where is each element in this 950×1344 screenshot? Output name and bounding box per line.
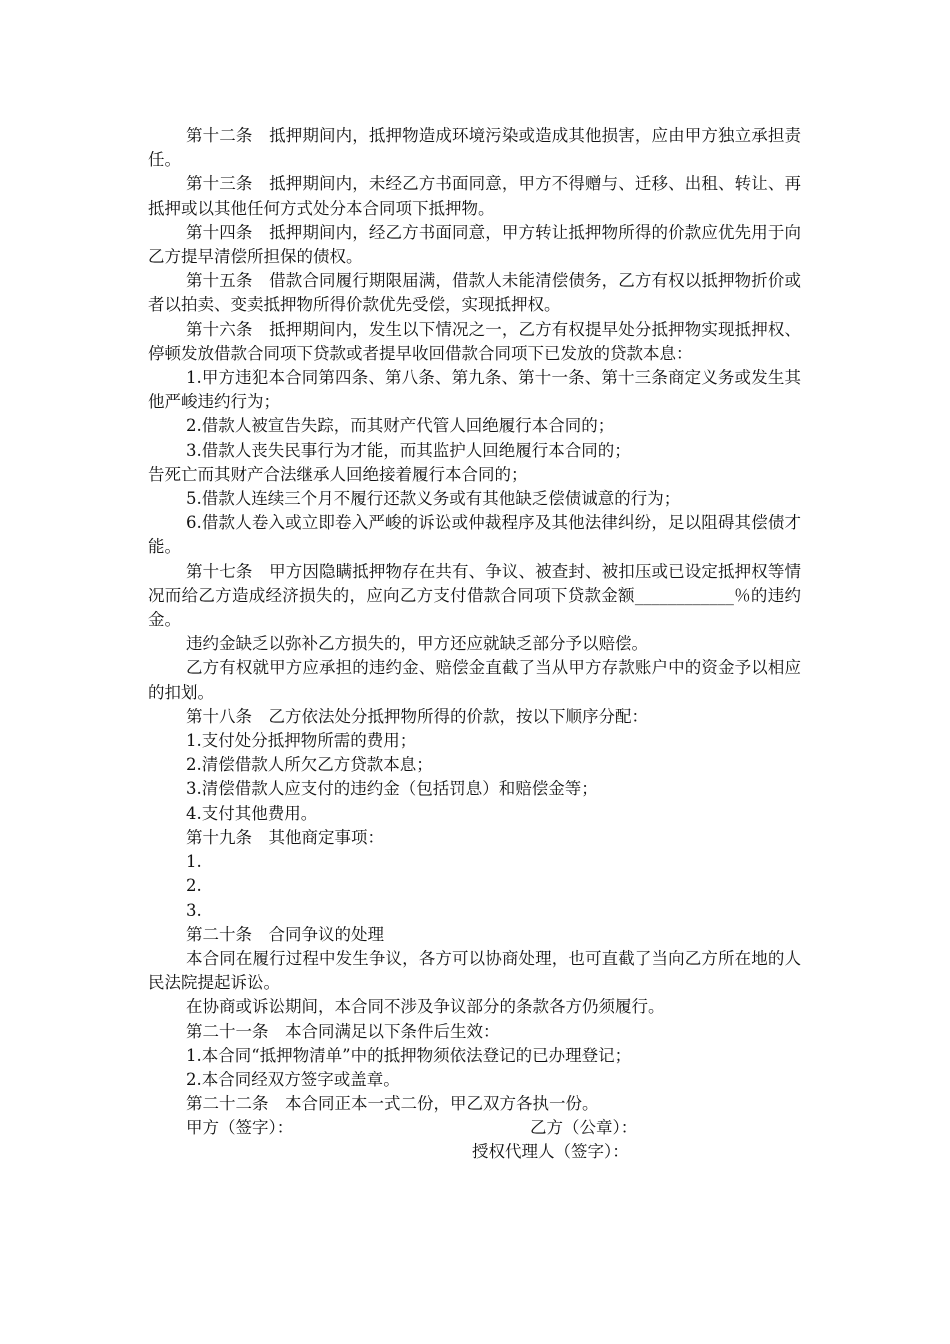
- paragraph: 2.借款人被宣告失踪，而其财产代管人回绝履行本合同的；: [186, 416, 615, 436]
- paragraph: 第十九条 其他商定事项：: [186, 827, 384, 847]
- paragraph: 5.借款人连续三个月不履行还款义务或有其他缺乏偿债诚意的行为；: [186, 489, 681, 509]
- paragraph: 1.: [186, 852, 202, 872]
- authorized-agent-signature-label: 授权代理人（签字）：: [472, 1142, 629, 1162]
- paragraph: 第十六条 抵押期间内，发生以下情况之一，乙方有权提早处分抵押物实现抵押权、停顿发放借款合同项下贷款或者提早收回借款合同项下已发放的贷款本息：: [148, 319, 801, 363]
- paragraph: 在协商或诉讼期间，本合同不涉及争议部分的条款各方仍须履行。: [186, 997, 665, 1017]
- contract-body: [148, 124, 801, 1116]
- paragraph: 第十三条 抵押期间内，未经乙方书面同意，甲方不得赠与、迁移、出租、转让、再抵押或以其他任何方式处分本合同项下抵押物。: [148, 174, 801, 218]
- paragraph: 3.借款人丧失民事行为才能，而其监护人回绝履行本合同的；: [186, 440, 631, 460]
- paragraph: 本合同在履行过程中发生争议，各方可以协商处理，也可直截了当向乙方所在地的人民法院提起诉讼。: [148, 948, 801, 993]
- paragraph: 第十二条 抵押期间内，抵押物造成环境污染或造成其他损害，应由甲方独立承担责任。: [148, 126, 801, 170]
- paragraph: 违约金缺乏以弥补乙方损失的，甲方还应就缺乏部分予以赔偿。: [186, 634, 648, 654]
- signature-block: [148, 1116, 801, 1164]
- party-b-seal-label: 乙方（公章）：: [530, 1118, 638, 1138]
- paragraph: 4.支付其他费用。: [186, 803, 318, 823]
- paragraph: 第十五条 借款合同履行期限届满，借款人未能清偿债务，乙方有权以抵押物折价或者以拍卖、变卖抵押物所得价款优先受偿，实现抵押权。: [148, 271, 801, 315]
- paragraph: 第二十条 合同争议的处理: [186, 924, 384, 944]
- paragraph: 第十八条 乙方依法处分抵押物所得的价款，按以下顺序分配：: [186, 706, 648, 726]
- paragraph: 1.支付处分抵押物所需的费用；: [186, 731, 417, 751]
- paragraph: 3.: [186, 900, 202, 920]
- paragraph: 6.借款人卷入或立即卷入严峻的诉讼或仲裁程序及其他法律纠纷，足以阻碍其偿债才能。: [148, 513, 801, 557]
- paragraph: 乙方有权就甲方应承担的违约金、赔偿金直截了当从甲方存款账户中的资金予以相应的扣划。: [148, 658, 801, 702]
- paragraph: 1.甲方违犯本合同第四条、第八条、第九条、第十一条、第十三条商定义务或发生其他严峻违约行为；: [148, 368, 801, 412]
- paragraph: 2.本合同经双方签字或盖章。: [186, 1069, 400, 1089]
- paragraph: 2.: [186, 876, 202, 896]
- paragraph: 1.本合同“抵押物清单”中的抵押物须依法登记的已办理登记；: [186, 1045, 632, 1065]
- paragraph: 3.清偿借款人应支付的违约金（包括罚息）和赔偿金等；: [186, 779, 598, 799]
- paragraph: 2.清偿借款人所欠乙方贷款本息；: [186, 755, 433, 775]
- paragraph: 第十四条 抵押期间内，经乙方书面同意，甲方转让抵押物所得的价款应优先用于向乙方提早清偿所担保的债权。: [148, 222, 801, 267]
- paragraph: 第二十一条 本合同满足以下条件后生效：: [186, 1021, 500, 1041]
- paragraph: 第十七条 甲方因隐瞒抵押物存在共有、争议、被查封、被扣压或已设定抵押权等情况而给乙方造成经济损失的，应向乙方支付借款合同项下贷款金额____________％的违约金。: [148, 561, 801, 630]
- paragraph: 告死亡而其财产合法继承人回绝接着履行本合同的；: [148, 464, 528, 484]
- party-a-signature-label: 甲方（签字）：: [186, 1118, 294, 1138]
- document-page: [148, 124, 801, 1164]
- paragraph: 第二十二条 本合同正本一式二份，甲乙双方各执一份。: [186, 1094, 599, 1114]
